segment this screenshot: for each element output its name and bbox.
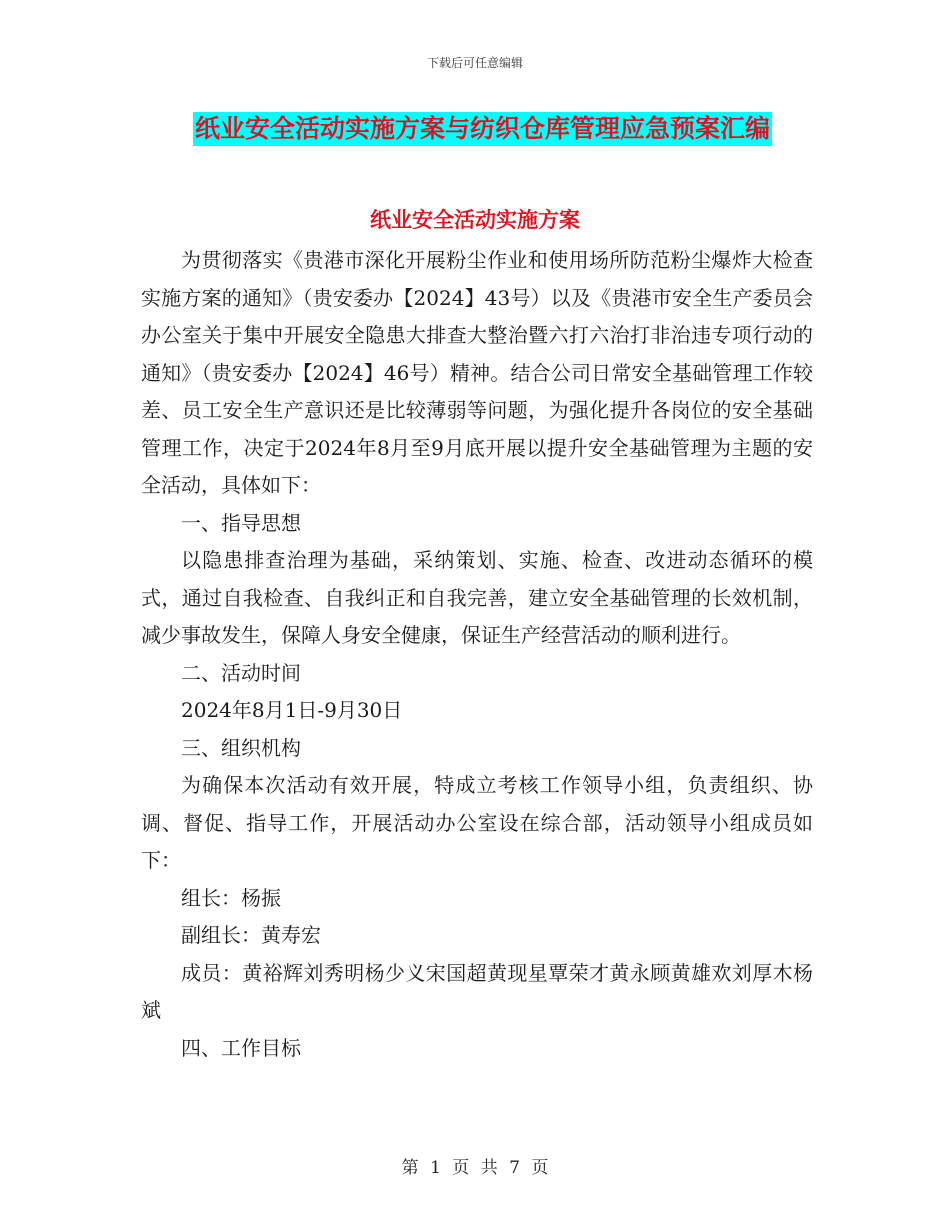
heading-organization: 三、组织机构 <box>181 735 301 760</box>
heading-guiding-ideology: 一、指导思想 <box>181 510 301 535</box>
heading-activity-time: 二、活动时间 <box>181 660 301 685</box>
activity-time-value: 2024年8月1日-9月30日 <box>181 698 403 722</box>
document-title: 纸业安全活动实施方案与纺织仓库管理应急预案汇编 <box>193 112 772 146</box>
organization-paragraph: 为确保本次活动有效开展，特成立考核工作领导小组，负责组织、协调、督促、指导工作，开展活动办公室设在综合部，活动领导小组成员如下： <box>141 773 813 872</box>
team-members: 成员：黄裕辉刘秀明杨少义宋国超黄现星覃荣才黄永顾黄雄欢刘厚木杨斌 <box>141 960 813 1022</box>
guiding-ideology-paragraph: 以隐患排查治理为基础，采纳策划、实施、检查、改进动态循环的模式，通过自我检查、自我纠正和自我完善，建立安全基础管理的长效机制，减少事故发生，保障人身安全健康，保证生产经营活动的顺利进行。 <box>141 548 813 647</box>
document-body <box>141 242 813 1067</box>
intro-paragraph: 为贯彻落实《贵港市深化开展粉尘作业和使用场所防范粉尘爆炸大检查实施方案的通知》（贵安委办【2024】43号）以及《贵港市安全生产委员会办公室关于集中开展安全隐患大排查大整治暨六打六治打非治违专项行动的通知》（贵安委办【2024】46号）精神。结合公司日常安全基础管理工作较差、员工安全生产意识还是比较薄弱等问题，为强化提升各岗位的安全基础管理工作，决定于2024年8月至9月底开展以提升安全基础管理为主题的安全活动，具体如下： <box>141 248 813 497</box>
section-title: 纸业安全活动实施方案 <box>370 208 580 232</box>
header-note: 下载后可任意编辑 <box>426 56 523 70</box>
page-footer: 第 1 页 共 7 页 <box>401 1158 549 1178</box>
deputy-team-leader: 副组长：黄寿宏 <box>181 923 321 947</box>
team-leader: 组长：杨振 <box>181 885 281 910</box>
heading-work-goals: 四、工作目标 <box>181 1035 301 1060</box>
